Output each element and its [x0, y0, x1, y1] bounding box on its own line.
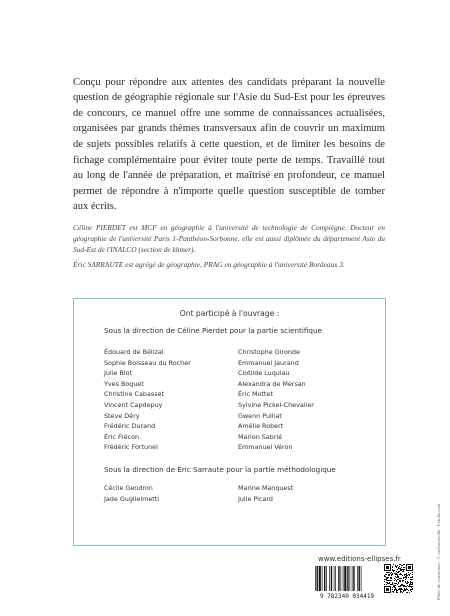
contributors-box [73, 298, 386, 546]
author-bio-sarraute: Éric SARRAUTE est agrégé de géographie, PRAG en géographie à l'université Bordeaux 3. [73, 260, 345, 270]
contributor-name: Clotilde Luquiau [238, 369, 290, 378]
isbn-number: 9 782340 034419 [319, 593, 375, 600]
scientific-contributors-right [238, 347, 314, 453]
contributor-name: Yves Boquet [104, 379, 144, 388]
contributor-name: Éric Mottet [238, 390, 273, 399]
contributor-name: Emmanuel Jaurand [238, 358, 299, 367]
contributor-name: Frédéric Durand [104, 422, 156, 431]
contributor-name: Sylvine Pickel-Chevalier [238, 400, 314, 409]
contributor-name: Jade Guglielmetti [104, 494, 160, 503]
scientific-section-heading: Sous la direction de Céline Pierdet pour la partie scientifique [104, 326, 322, 335]
contributor-name: Christophe Gironde [238, 348, 300, 356]
contributor-name: Amélie Robert [238, 422, 284, 431]
isbn-barcode [312, 566, 382, 600]
contributors-title: Ont participé à l'ouvrage : [179, 309, 280, 318]
contributor-name: Julie Picard [238, 494, 273, 503]
photo-credit: Photo de couverture : © carlosoarvilla - Fotolia.com [436, 503, 441, 600]
contributor-name: Julie Blot [104, 369, 133, 378]
methodological-section-heading: Sous la direction de Éric Sarraute pour la partie méthodologique [104, 465, 336, 474]
contributor-name: Sophie Boisseau du Rocher [104, 358, 191, 367]
contributor-name: Vincent Capdepuy [104, 400, 163, 409]
contributor-name: Christine Cabasset [104, 390, 164, 399]
contributor-name: Marine Manquest [238, 484, 294, 492]
contributor-name: Gwenn Pulliat [238, 411, 282, 420]
contributor-name: Marion Sabrié [238, 432, 283, 441]
contributor-name: Emmanuel Véron [238, 443, 293, 452]
publisher-website: www.editions-ellipses.fr [318, 555, 401, 563]
contributor-name: Cécile Gendron [104, 484, 153, 492]
qr-code-icon [384, 564, 413, 593]
contributor-name: Steve Déry [104, 411, 140, 420]
contributor-name: Frédéric Fortunel [104, 443, 158, 452]
contributor-name: Éric Frécon [104, 432, 140, 441]
scientific-contributors-left [104, 347, 191, 453]
back-cover-description: Conçu pour répondre aux attentes des candidats préparant la nouvelle question de géographie régionale sur l'Asie du Sud-Est pour les épreuves de concours, ce manuel offre une somme de connaissances actualisées, organisées par grands thèmes transversaux afin de couvrir un maximum de sujets possibles relatifs à cette question, et de limiter les besoins de fichage complémentaire pour éviter toute perte de temps. Travaillé tout au long de l'année de préparation, et maîtrisé en profondeur, ce manuel permet de répondre à n'importe quelle question susceptible de tomber aux écrits. [73, 76, 385, 213]
contributor-name: Édouard de Bélizal [104, 348, 164, 356]
methodological-contributors-left [104, 483, 159, 504]
author-bio-pierdet: Céline PIERDET est MCF en géographie à l'université de technologie de Compiègne. Docteur en géographie de l'université Paris 1-Panthéon-Sorbonne, elle est aussi diplômée du département Asie du Sud-Est de l'INALCO (section de khmer). [73, 223, 385, 255]
contributor-name: Alexandra de Mersan [238, 379, 306, 388]
methodological-contributors-right [238, 483, 293, 504]
